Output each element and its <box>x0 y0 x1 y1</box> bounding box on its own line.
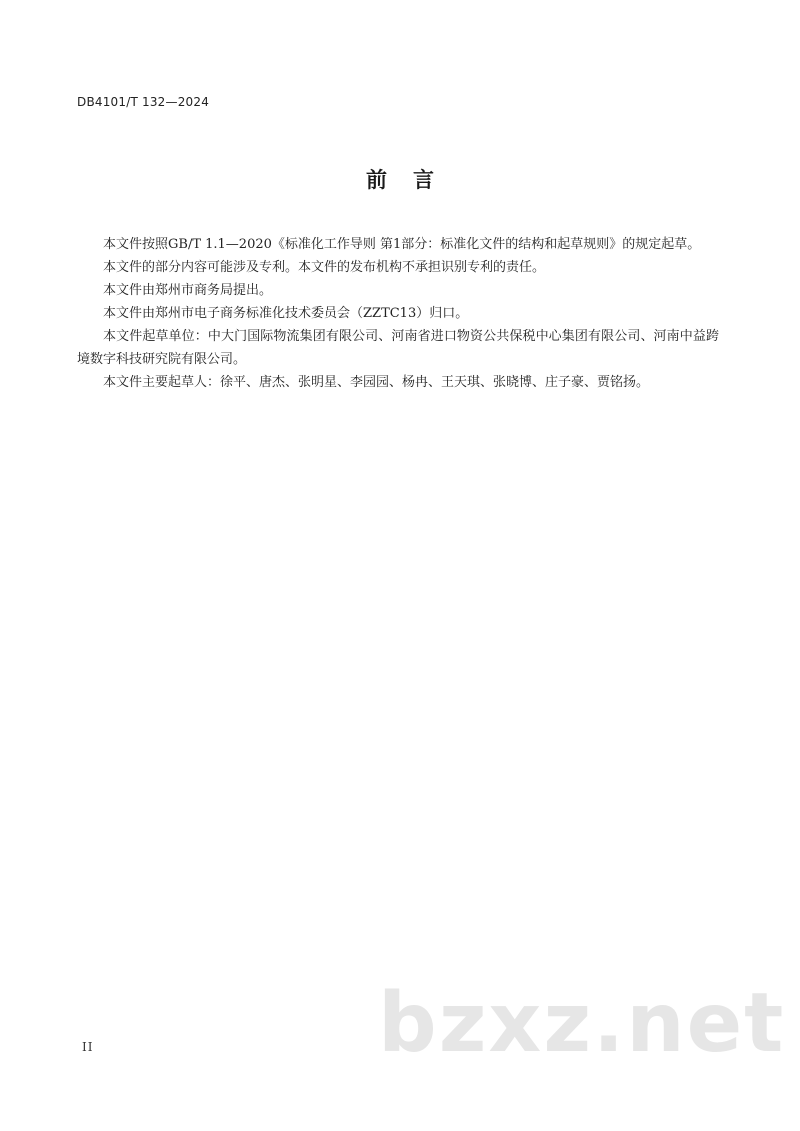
watermark-logo: bzxz.net <box>378 976 786 1071</box>
paragraph-patent-notice: 本文件的部分内容可能涉及专利。本文件的发布机构不承担识别专利的责任。 <box>103 260 546 275</box>
paragraph-drafters: 本文件主要起草人：徐平、唐杰、张明星、李园园、杨冉、王天琪、张晓博、庄子豪、贾铭扬。 <box>103 375 650 390</box>
page-number: II <box>82 1040 94 1054</box>
document-code: DB4101/T 132—2024 <box>77 95 210 109</box>
section-title: 前言 <box>366 168 460 192</box>
foreword-body <box>77 233 719 394</box>
paragraph-drafting-units: 本文件起草单位：中大门国际物流集团有限公司、河南省进口物资公共保税中心集团有限公司、河南中益跨境数字科技研究院有限公司。 <box>77 329 719 367</box>
paragraph-proposer: 本文件由郑州市商务局提出。 <box>103 283 273 298</box>
paragraph-drafting-basis: 本文件按照GB/T 1.1—2020《标准化工作导则 第1部分：标准化文件的结构和起草规则》的规定起草。 <box>103 237 701 252</box>
paragraph-committee: 本文件由郑州市电子商务标准化技术委员会（ZZTC13）归口。 <box>103 306 469 321</box>
